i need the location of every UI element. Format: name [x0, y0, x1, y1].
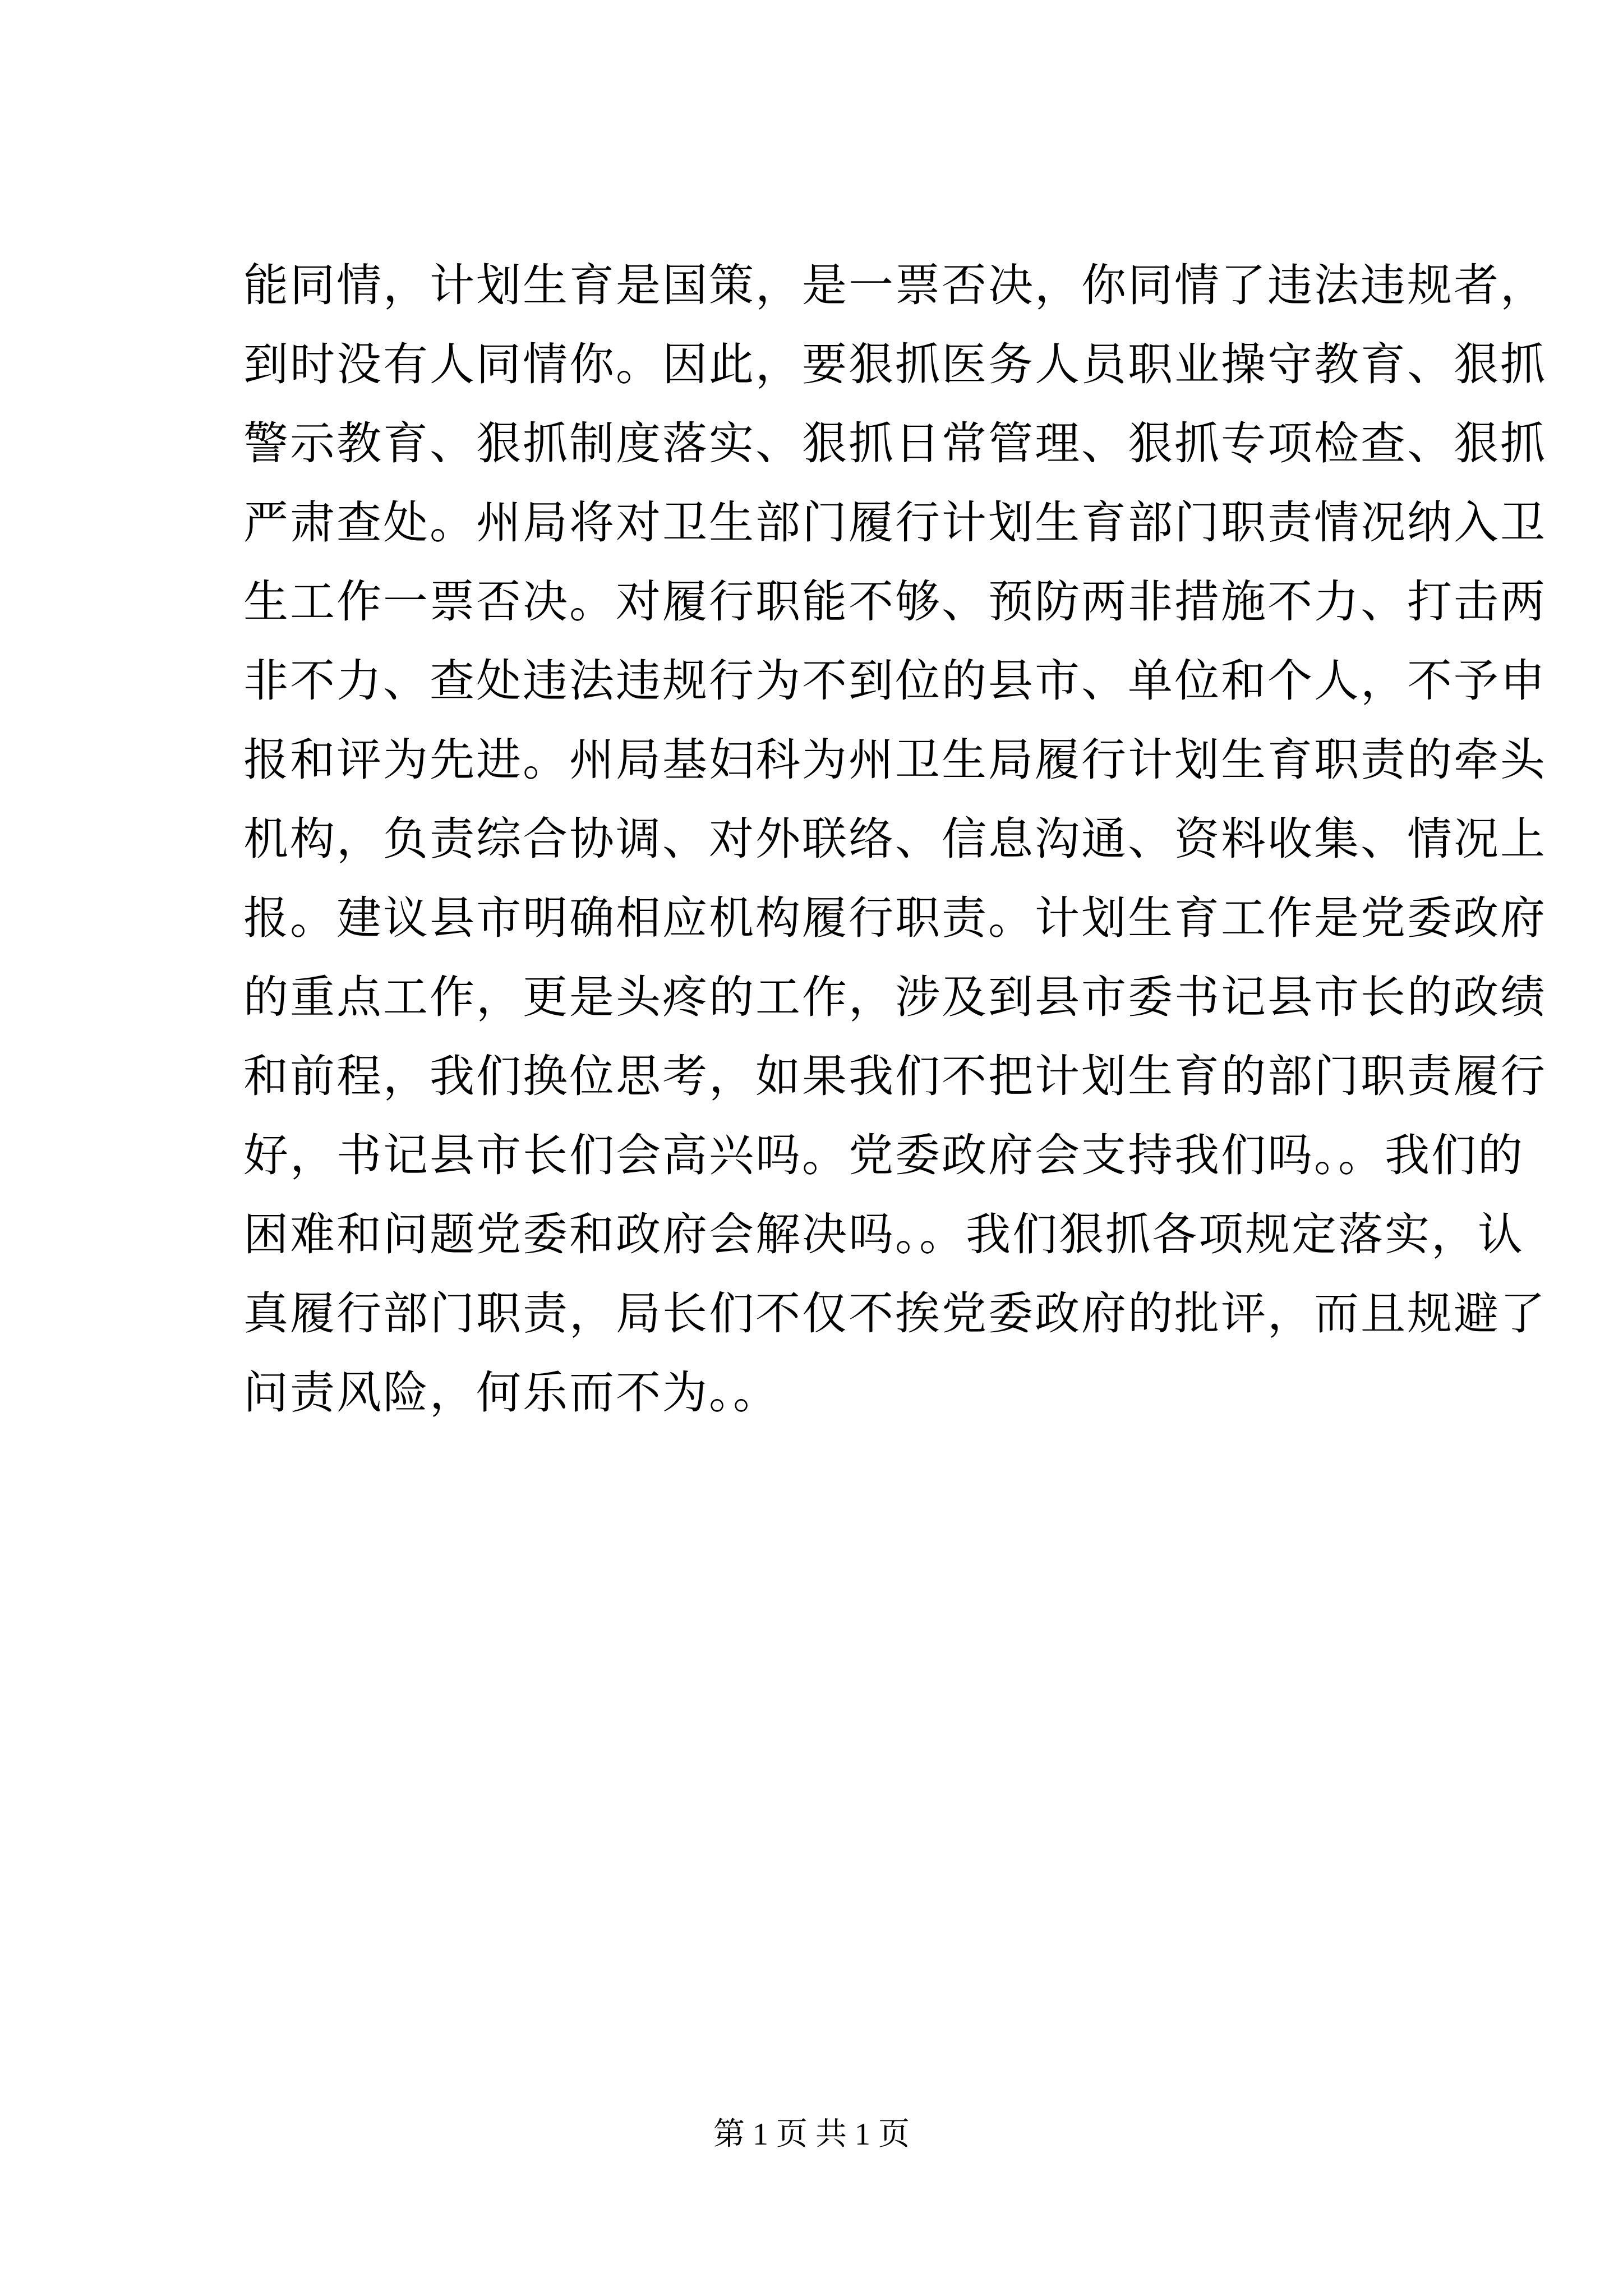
text-line: 和前程，我们换位思考，如果我们不把计划生育的部门职责履行	[243, 1050, 1547, 1102]
page-number-footer: 第 1 页 共 1 页	[713, 2117, 910, 2152]
text-line: 问责风险，何乐而不为。。	[243, 1366, 780, 1419]
text-line: 到时没有人同情你。因此，要狠抓医务人员职业操守教育、狠抓	[243, 338, 1547, 390]
text-line: 好，书记县市长们会高兴吗。党委政府会支持我们吗。。我们的	[243, 1129, 1524, 1181]
text-line: 严肃查处。州局将对卫生部门履行计划生育部门职责情况纳入卫	[243, 496, 1547, 549]
text-line: 的重点工作，更是头疼的工作，涉及到县市委书记县市长的政绩	[243, 971, 1547, 1023]
text-line: 报。建议县市明确相应机构履行职责。计划生育工作是党委政府	[243, 892, 1547, 944]
text-line: 真履行部门职责，局长们不仅不挨党委政府的批评，而且规避了	[243, 1287, 1547, 1340]
text-line: 困难和问题党委和政府会解决吗。。我们狠抓各项规定落实，认	[243, 1208, 1524, 1260]
text-line: 能同情，计划生育是国策，是一票否决，你同情了违法违规者，	[243, 259, 1547, 311]
text-line: 报和评为先进。州局基妇科为州卫生局履行计划生育职责的牵头	[243, 734, 1547, 786]
body-paragraph	[243, 246, 1547, 1432]
text-line: 警示教育、狠抓制度落实、狠抓日常管理、狠抓专项检查、狠抓	[243, 417, 1547, 470]
text-line: 生工作一票否决。对履行职能不够、预防两非措施不力、打击两	[243, 576, 1547, 628]
text-line: 非不力、查处违法违规行为不到位的县市、单位和个人，不予申	[243, 655, 1547, 707]
text-line: 机构，负责综合协调、对外联络、信息沟通、资料收集、情况上	[243, 813, 1547, 865]
